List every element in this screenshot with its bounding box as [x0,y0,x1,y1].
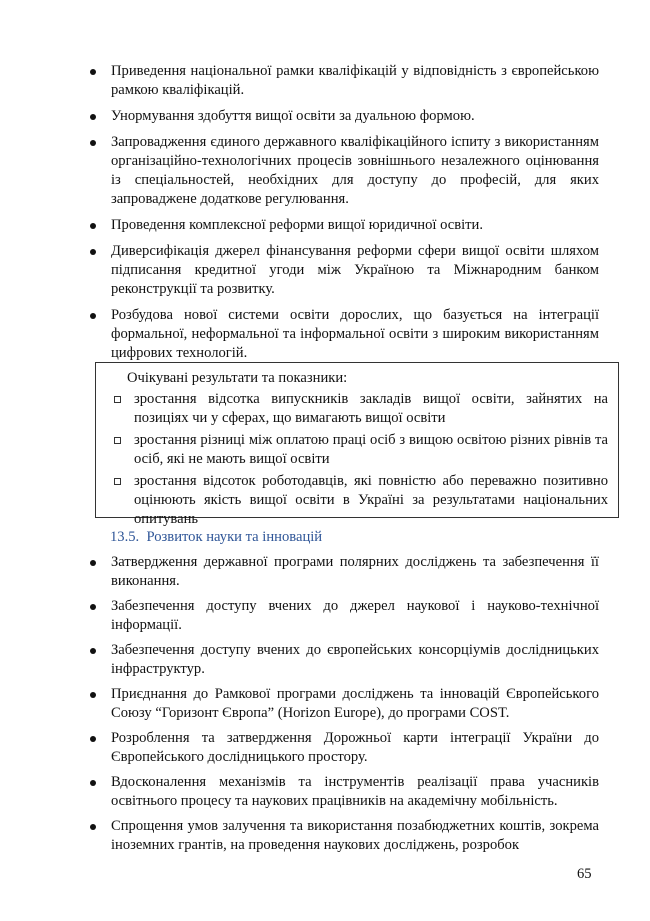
list-item [112,390,608,428]
list-item [86,133,599,209]
list-item-text: Диверсифікація джерел фінансування реформи сфери вищої освіти шляхом підписання кредитної угоди між Україною та Міжнародним банком реконструкції та розвитку. [111,243,599,297]
section-title: Розвиток науки та інновацій [146,529,323,545]
list-item-text: Затвердження державної програми полярних досліджень та забезпечення її виконання. [111,554,599,589]
bullet-icon [90,824,96,830]
bullet-icon [90,692,96,698]
bullet-icon [90,69,96,75]
list-item-text: Забезпечення доступу вчених до європейських консорціумів дослідницьких інфраструктур. [111,642,599,677]
top-bullet-list [86,62,599,363]
bullet-icon [90,648,96,654]
expected-results-title: Очікувані результати та показники: [127,370,348,386]
list-item-text: зростання відсотка випускників закладів вищої освіти, зайнятих на позиціях чи у сферах, що вимагають вищої освіти [134,391,608,426]
square-bullet-icon [114,396,121,403]
bullet-icon [90,736,96,742]
list-item-text: Забезпечення доступу вчених до джерел наукової і науково-технічної інформації. [111,598,599,633]
list-item-text: Проведення комплексної реформи вищої юридичної освіти. [111,217,484,233]
bullet-icon [90,560,96,566]
list-item-text: Приведення національної рамки кваліфікацій у відповідність з європейською рамкою кваліфікацій. [111,63,599,98]
list-item [86,306,599,363]
bullet-icon [90,249,96,255]
bullet-icon [90,313,96,319]
list-item [86,641,599,679]
list-item [112,472,608,529]
top-bullet-list-column [86,62,599,370]
list-item [86,553,599,591]
expected-results-list [112,390,608,529]
list-item-text: Спрощення умов залучення та використання позабюджетних коштів, зокрема іноземних грантів, на проведення наукових досліджень, розробок [111,818,599,853]
bottom-bullet-list [86,553,599,855]
section-heading [110,528,322,547]
list-item [112,431,608,469]
list-item [86,685,599,723]
bullet-icon [90,223,96,229]
list-item [86,242,599,299]
bottom-bullet-list-column [86,553,599,861]
list-item-text: Запровадження єдиного державного кваліфікаційного іспиту з використанням організаційно-технологічних процесів зовнішнього незалежного оцінювання із спеціальностей, необхідних для доступу до професій, для яких запроваджене додаткове регулювання. [111,134,599,207]
expected-results-box [95,362,619,527]
page-number: 65 [577,866,592,882]
list-item [86,597,599,635]
list-item [86,773,599,811]
list-item [86,62,599,100]
list-item [86,817,599,855]
list-item-text: Розбудова нової системи освіти дорослих, що базується на інтеграції формальної, неформальної та інформальної освіти з широким використанням цифрових технологій. [111,307,599,361]
list-item-text: Розроблення та затвердження Дорожньої карти інтеграції України до Європейського дослідницького простору. [111,730,599,765]
list-item-text: Унормування здобуття вищої освіти за дуальною формою. [111,108,475,124]
list-item-text: Вдосконалення механізмів та інструментів реалізації права учасників освітнього процесу та наукових працівників на академічну мобільність. [111,774,599,809]
bullet-icon [90,140,96,146]
list-item [86,107,599,126]
list-item-text: зростання різниці між оплатою праці осіб з вищою освітою різних рівнів та осіб, які не мають вищої освіти [134,432,608,467]
list-item [86,729,599,767]
square-bullet-icon [114,437,121,444]
list-item [86,216,599,235]
square-bullet-icon [114,478,121,485]
section-number: 13.5. [110,529,140,545]
bullet-icon [90,780,96,786]
list-item-text: зростання відсоток роботодавців, які повністю або переважно позитивно оцінюють якість вищої освіти в Україні за результатами національних опитувань [134,473,608,527]
list-item-text: Приєднання до Рамкової програми досліджень та інновацій Європейського Союзу “Горизонт Європа” (Horizon Europe), до програми COST. [111,686,599,721]
bullet-icon [90,604,96,610]
bullet-icon [90,114,96,120]
